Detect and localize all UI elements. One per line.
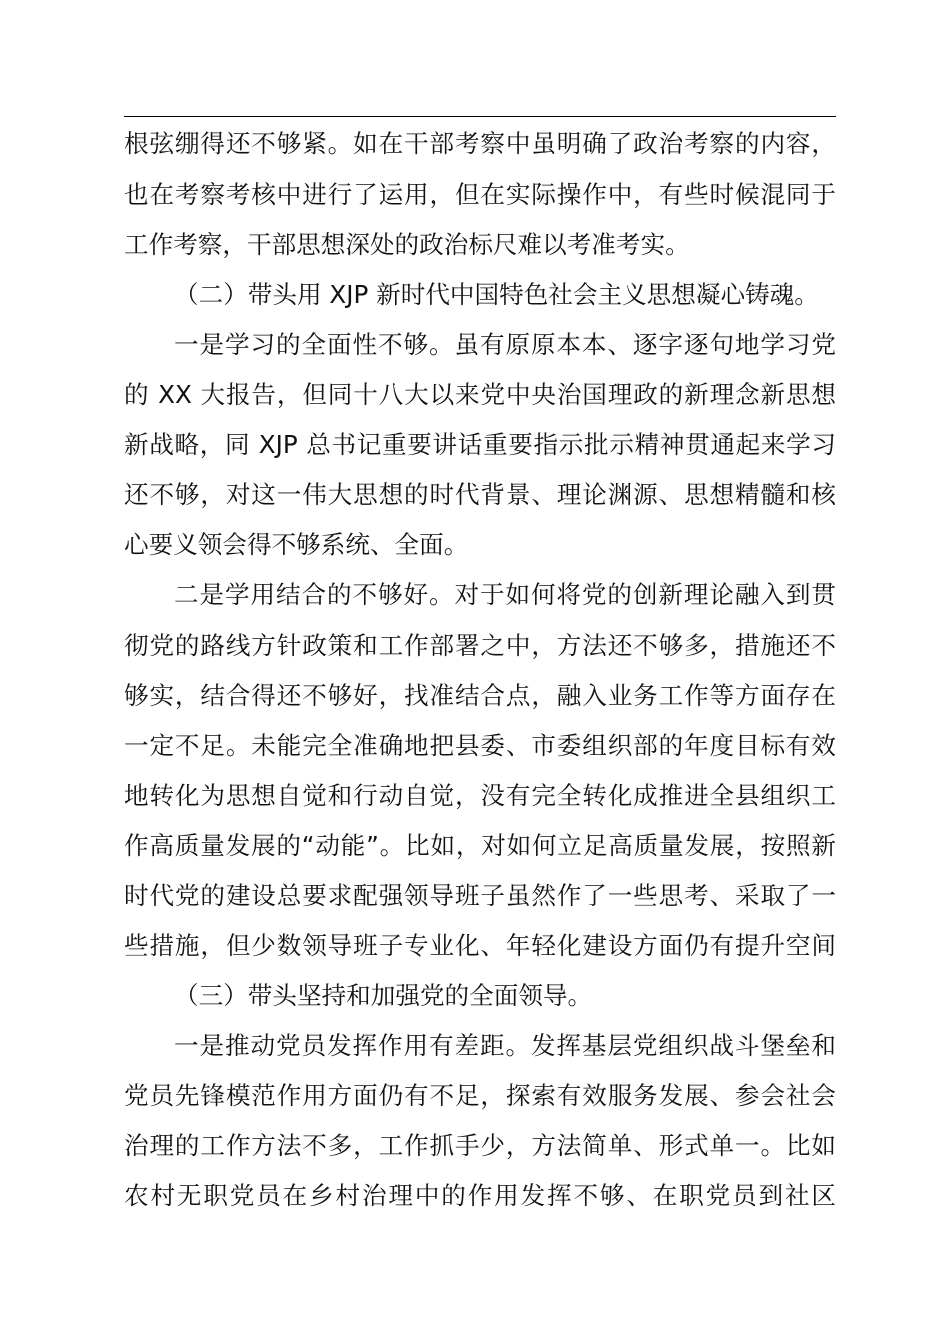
header-rule (124, 116, 836, 117)
section-heading-2: （二）带头用 XJP 新时代中国特色社会主义思想凝心铸魂。 (174, 280, 819, 309)
body-line: 一定不足。未能完全准确地把县委、市委组织部的年度目标有效 (124, 731, 836, 760)
body-line: 够实，结合得还不够好，找准结合点，融入业务工作等方面存在 (124, 681, 836, 710)
body-line: 一是学习的全面性不够。虽有原原本本、逐字逐句地学习党 (174, 330, 836, 359)
body-line: 时代党的建设总要求配强领导班子虽然作了一些思考、采取了一 (124, 881, 836, 910)
body-line: 党员先锋模范作用方面仍有不足，探索有效服务发展、参会社会 (124, 1081, 836, 1110)
body-line: 也在考察考核中进行了运用，但在实际操作中，有些时候混同于 (124, 180, 836, 209)
body-line: 农村无职党员在乡村治理中的作用发挥不够、在职党员到社区 (124, 1181, 836, 1210)
body-line: 治理的工作方法不多，工作抓手少，方法简单、形式单一。比如 (124, 1131, 836, 1160)
body-line: 一是推动党员发挥作用有差距。发挥基层党组织战斗堡垒和 (174, 1031, 836, 1060)
body-line: 根弦绷得还不够紧。如在干部考察中虽明确了政治考察的内容， (124, 129, 836, 158)
body-line: 彻党的路线方针政策和工作部署之中，方法还不够多，措施还不 (124, 631, 836, 660)
body-line: 些措施，但少数领导班子专业化、年轻化建设方面仍有提升空间 (124, 931, 836, 960)
body-line: 心要义领会得不够系统、全面。 (124, 530, 469, 559)
body-line: 作高质量发展的“动能”。比如，对如何立足高质量发展，按照新 (124, 831, 836, 860)
body-line: 新战略，同 XJP 总书记重要讲话重要指示批示精神贯通起来学习 (124, 430, 836, 459)
body-line: 工作考察，干部思想深处的政治标尺难以考准考实。 (124, 230, 690, 259)
body-line: 还不够，对这一伟大思想的时代背景、理论渊源、思想精髓和核 (124, 480, 836, 509)
body-line: 地转化为思想自觉和行动自觉，没有完全转化成推进全县组织工 (124, 781, 836, 810)
body-line: 二是学用结合的不够好。对于如何将党的创新理论融入到贯 (174, 580, 836, 609)
body-line: 的 XX 大报告，但同十八大以来党中央治国理政的新理念新思想 (124, 380, 836, 409)
section-heading-3: （三）带头坚持和加强党的全面领导。 (174, 981, 593, 1010)
